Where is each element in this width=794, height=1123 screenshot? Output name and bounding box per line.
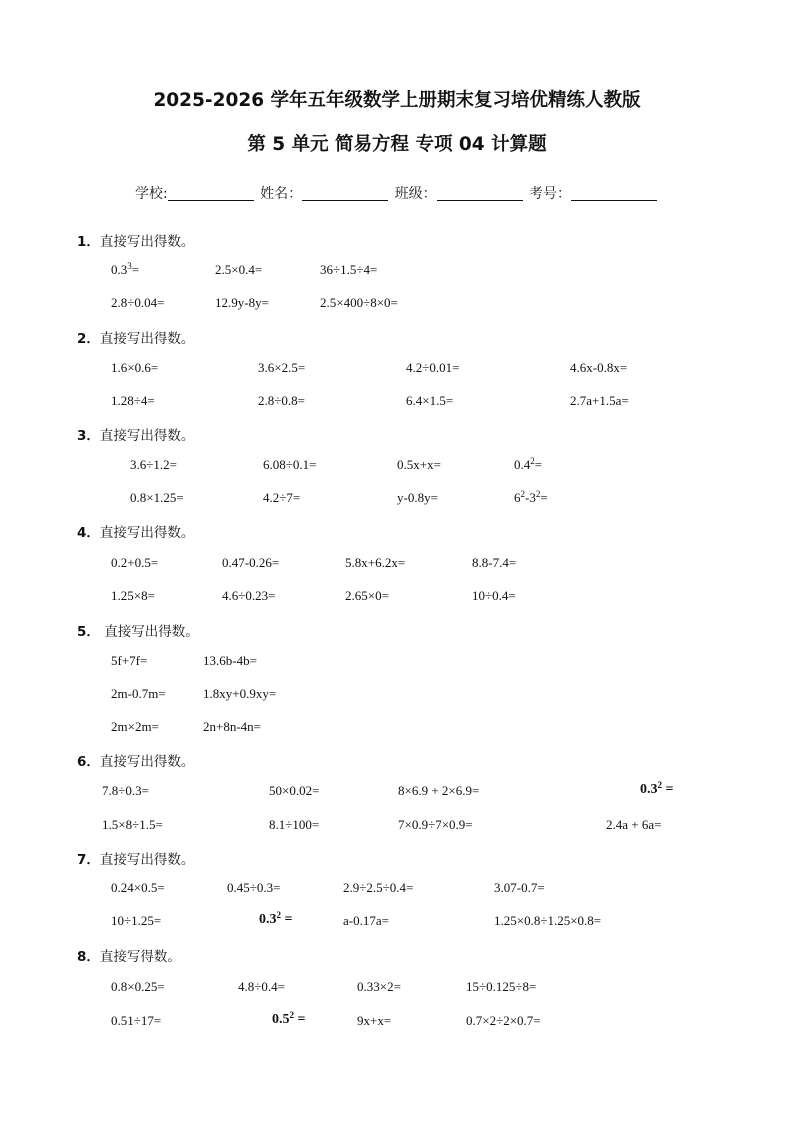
q4-item: 2.65×0=: [345, 588, 389, 603]
q8-item: $0.5^2$ =: [272, 1010, 306, 1027]
q3-item: 0.5x+x=: [397, 457, 441, 472]
q8-item: 0.51÷17=: [111, 1013, 162, 1028]
q7-item: $0.3^2$ =: [259, 910, 293, 927]
q6-item: $0.3^2$ =: [640, 780, 674, 797]
q7-item: 3.07-0.7=: [494, 880, 545, 895]
q6-item: 1.5×8÷1.5=: [102, 817, 163, 832]
student-info-row: [0, 183, 794, 203]
q8-item: 15÷0.125÷8=: [466, 979, 537, 994]
q8-item: 4.8÷0.4=: [238, 979, 285, 994]
class-blank[interactable]: [437, 185, 523, 201]
q6-item: 50×0.02=: [269, 783, 320, 798]
q2-item: 2.7a+1.5a=: [570, 393, 629, 408]
q6-item: 7×0.9÷7×0.9=: [398, 817, 473, 832]
q7-item: 0.45÷0.3=: [227, 880, 281, 895]
question-5-heading: 5． 直接写出得数。: [77, 624, 199, 640]
question-3-heading: 3．直接写出得数。: [77, 428, 195, 444]
question-8-heading: 8．直接写得数。: [77, 949, 181, 965]
q8-item: 0.8×0.25=: [111, 979, 165, 994]
q1-item: 36÷1.5÷4=: [320, 262, 378, 277]
q4-item: 4.6÷0.23=: [222, 588, 276, 603]
question-1-heading: 1．直接写出得数。: [77, 234, 195, 250]
page-subtitle: 第 5 单元 简易方程 专项 04 计算题: [247, 134, 547, 155]
q3-item: 3.6÷1.2=: [130, 457, 177, 472]
q7-item: 0.24×0.5=: [111, 880, 165, 895]
q6-item: 8×6.9 + 2×6.9=: [398, 783, 480, 798]
exam-no-blank[interactable]: [571, 185, 657, 201]
q4-item: 0.2+0.5=: [111, 555, 159, 570]
school-blank[interactable]: [168, 185, 254, 201]
q7-item: 1.25×0.8÷1.25×0.8=: [494, 913, 602, 928]
class-label: 班级：: [394, 186, 437, 202]
q2-item: 1.28÷4=: [111, 393, 155, 408]
q8-item: 0.33×2=: [357, 979, 401, 994]
q7-item: a-0.17a=: [343, 913, 389, 928]
q1-item: $0.3^3=$: [111, 261, 140, 277]
q5-item: 5f+7f=: [111, 653, 148, 668]
q1-item: 2.8÷0.04=: [111, 295, 165, 310]
exam-no-label: 考号：: [529, 186, 572, 202]
q5-item: 2m-0.7m=: [111, 686, 166, 701]
q3-item: $6^2-3^2=$: [514, 489, 548, 505]
q3-item: $0.4^2=$: [514, 456, 543, 472]
q4-item: 5.8x+6.2x=: [345, 555, 406, 570]
q2-item: 4.6x-0.8x=: [570, 360, 628, 375]
q4-item: 10÷0.4=: [472, 588, 516, 603]
q1-item: 2.5×0.4=: [215, 262, 263, 277]
q8-item: 9x+x=: [357, 1013, 392, 1028]
q3-item: 6.08÷0.1=: [263, 457, 317, 472]
q2-item: 1.6×0.6=: [111, 360, 159, 375]
q5-item: 1.8xy+0.9xy=: [203, 686, 277, 701]
q1-item: 2.5×400÷8×0=: [320, 295, 398, 310]
q3-item: 0.8×1.25=: [130, 490, 184, 505]
q5-item: 13.6b-4b=: [203, 653, 257, 668]
question-4-heading: 4．直接写出得数。: [77, 525, 195, 541]
q6-item: 7.8÷0.3=: [102, 783, 149, 798]
q5-item: 2n+8n-4n=: [203, 719, 261, 734]
q6-item: 8.1÷100=: [269, 817, 320, 832]
q2-item: 6.4×1.5=: [406, 393, 454, 408]
q2-item: 2.8÷0.8=: [258, 393, 305, 408]
page-title: 2025-2026 学年五年级数学上册期末复习培优精练人教版: [153, 90, 641, 111]
q7-item: 10÷1.25=: [111, 913, 162, 928]
q7-item: 2.9÷2.5÷0.4=: [343, 880, 414, 895]
q1-item: 12.9y-8y=: [215, 295, 269, 310]
name-blank[interactable]: [302, 185, 388, 201]
q8-item: 0.7×2÷2×0.7=: [466, 1013, 541, 1028]
question-7-heading: 7．直接写出得数。: [77, 852, 195, 868]
question-2-heading: 2．直接写出得数。: [77, 331, 195, 347]
name-label: 姓名：: [260, 186, 303, 202]
q6-item: 2.4a + 6a=: [606, 817, 662, 832]
school-label: 学校:: [134, 186, 168, 202]
q2-item: 4.2÷0.01=: [406, 360, 460, 375]
q3-item: y-0.8y=: [397, 490, 438, 505]
q4-item: 1.25×8=: [111, 588, 155, 603]
question-6-heading: 6．直接写出得数。: [77, 754, 195, 770]
q2-item: 3.6×2.5=: [258, 360, 306, 375]
q4-item: 8.8-7.4=: [472, 555, 517, 570]
q4-item: 0.47-0.26=: [222, 555, 280, 570]
q5-item: 2m×2m=: [111, 719, 159, 734]
q3-item: 4.2÷7=: [263, 490, 301, 505]
